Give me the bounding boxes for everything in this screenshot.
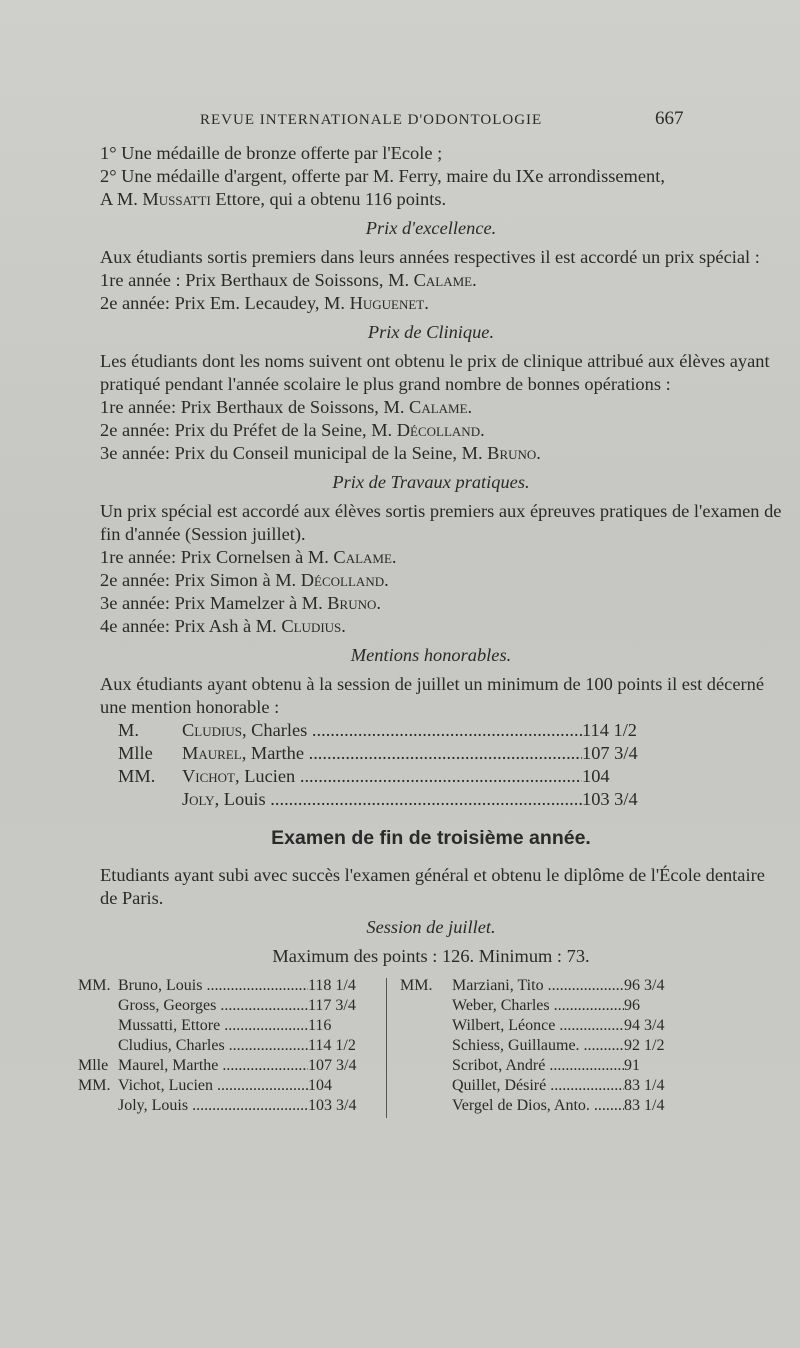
mention-row: M. Cludius, Charles ..... 114 1/2: [78, 719, 784, 742]
intro-line-3-pre: A M.: [100, 189, 143, 209]
examen-text: Etudiants ayant subi avec succès l'examen général et obtenu le diplôme de l'École dentaire de Paris.: [100, 865, 765, 908]
travaux-item: 3e année: Prix Mamelzer à M. Bruno.: [100, 593, 381, 613]
section-title-travaux: Prix de Travaux pratiques.: [332, 472, 530, 492]
intro-line-1: 1° Une médaille de bronze offerte par l'Ecole ;: [100, 143, 443, 163]
travaux-text: Un prix spécial est accordé aux élèves sortis premiers aux épreuves pratiques de l'examen de fin d'année (Session juillet).: [100, 501, 782, 544]
result-row: Cludius, Charles ..... 114 1/2: [78, 1036, 386, 1056]
mention-row: MM. Vichot, Lucien ..... 104: [78, 765, 784, 788]
column-divider: [386, 978, 387, 1118]
travaux-item: 2e année: Prix Simon à M. Décolland.: [100, 570, 389, 590]
result-row: Schiess, Guillaume. ..... 92 1/2: [400, 1036, 790, 1056]
clinique-item: 2e année: Prix du Préfet de la Seine, M. Décolland.: [100, 420, 485, 440]
result-row: Mussatti, Ettore ..... 116: [78, 1016, 386, 1036]
result-row: Weber, Charles ..... 96: [400, 996, 790, 1016]
section-title-excellence: Prix d'excellence.: [365, 218, 497, 238]
mentions-text: Aux étudiants ayant obtenu à la session de juillet un minimum de 100 points il est décerné une mention honorable :: [100, 674, 764, 717]
intro-line-3-post: Ettore, qui a obtenu 116 points.: [210, 189, 447, 209]
excellence-item: 1re année : Prix Berthaux de Soissons, M. Calame.: [100, 270, 477, 290]
result-row: Joly, Louis ..... 103 3/4: [78, 1096, 386, 1116]
travaux-item: 4e année: Prix Ash à M. Cludius.: [100, 616, 346, 636]
clinique-text: Les étudiants dont les noms suivent ont obtenu le prix de clinique attribué aux élèves ayant pratiqué pendant l'année scolaire le plus grand nombre de bonnes opérations :: [100, 351, 770, 394]
page-number: 667: [655, 108, 684, 129]
mention-row: Joly, Louis ..... 103 3/4: [78, 788, 784, 811]
result-row: Gross, Georges ..... 117 3/4: [78, 996, 386, 1016]
excellence-text: Aux étudiants sortis premiers dans leurs années respectives il est accordé un prix spécial :: [100, 247, 760, 267]
section-title-mentions: Mentions honorables.: [350, 645, 512, 665]
intro-line-3: [78, 188, 784, 211]
result-row: Vergel de Dios, Anto. ..... 83 1/4: [400, 1096, 790, 1116]
max-min-line: Maximum des points : 126. Minimum : 73.: [272, 946, 590, 966]
result-row: Quillet, Désiré ..... 83 1/4: [400, 1076, 790, 1096]
travaux-item: 1re année: Prix Cornelsen à M. Calame.: [100, 547, 397, 567]
mention-row: Mlle Maurel, Marthe ..... 107 3/4: [78, 742, 784, 765]
result-row: Scribot, André ..... 91: [400, 1056, 790, 1076]
page-header: [200, 108, 684, 129]
session-title: Session de juillet.: [366, 917, 496, 937]
result-row: Mlle Maurel, Marthe ..... 107 3/4: [78, 1056, 386, 1076]
intro-line-2: 2° Une médaille d'argent, offerte par M. Ferry, maire du IXe arrondissement,: [100, 166, 665, 186]
section-title-examen: Examen de fin de troisième année.: [271, 827, 591, 849]
result-row: Wilbert, Léonce ..... 94 3/4: [400, 1016, 790, 1036]
excellence-item: 2e année: Prix Em. Lecaudey, M. Huguenet.: [100, 293, 429, 313]
section-title-clinique: Prix de Clinique.: [367, 322, 495, 342]
clinique-item: 3e année: Prix du Conseil municipal de la Seine, M. Bruno.: [100, 443, 541, 463]
result-row: MM. Marziani, Tito ..... 96 3/4: [400, 976, 790, 996]
running-title: REVUE INTERNATIONALE D'ODONTOLOGIE: [200, 112, 543, 128]
results-left-column: [78, 976, 386, 1116]
results-right-column: [400, 976, 790, 1116]
result-row: MM. Bruno, Louis ..... 118 1/4: [78, 976, 386, 996]
result-row: MM. Vichot, Lucien ..... 104: [78, 1076, 386, 1096]
intro-line-3-name: Mussatti: [142, 189, 211, 209]
clinique-item: 1re année: Prix Berthaux de Soissons, M. Calame.: [100, 397, 473, 417]
page-body: [78, 142, 784, 1114]
